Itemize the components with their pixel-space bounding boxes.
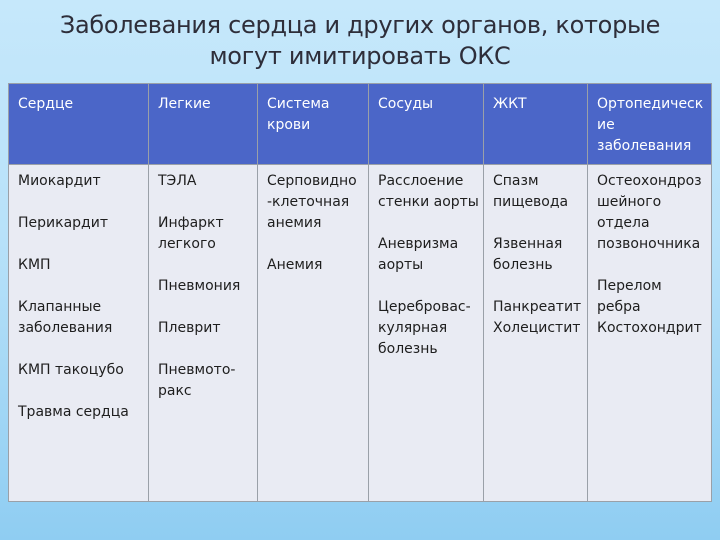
list-item: Перелом ребра xyxy=(597,278,662,315)
list-item: Пневмония xyxy=(158,278,241,294)
list-item: Перикардит xyxy=(18,215,108,231)
list-item: Остеохондроз шейного отдела позвоночника xyxy=(597,173,702,252)
list-item: Анемия xyxy=(267,257,323,273)
cell-orthopedic xyxy=(588,165,712,502)
header-blood-system: Система крови xyxy=(258,84,369,165)
list-item: Холецистит xyxy=(493,320,581,336)
header-heart: Сердце xyxy=(9,84,149,165)
slide-title-line-1: Заболевания сердца и других органов, которые xyxy=(59,11,661,39)
list-item: ТЭЛА xyxy=(158,173,197,189)
slide-title xyxy=(0,10,720,72)
list-item: КМП такоцубо xyxy=(18,362,124,378)
list-item: Костохондрит xyxy=(597,320,702,336)
cell-lungs xyxy=(149,165,258,502)
list-item: Панкреатит xyxy=(493,299,582,315)
list-item: Миокардит xyxy=(18,173,101,189)
header-vessels: Сосуды xyxy=(369,84,484,165)
list-item: Пневмото-ракс xyxy=(158,362,236,399)
list-item: Плеврит xyxy=(158,320,221,336)
list-item: Аневризма аорты xyxy=(378,236,459,273)
cell-heart xyxy=(9,165,149,502)
list-item: Язвенная болезнь xyxy=(493,236,563,273)
cell-gi-tract xyxy=(484,165,588,502)
list-item: Инфаркт легкого xyxy=(158,215,224,252)
header-orthopedic: Ортопедическ ие заболевания xyxy=(588,84,712,165)
table-header-row xyxy=(9,84,712,165)
cell-blood-system xyxy=(258,165,369,502)
list-item: Травма сердца xyxy=(18,404,129,420)
header-lungs: Легкие xyxy=(149,84,258,165)
list-item: Расслоение стенки аорты xyxy=(378,173,479,210)
slide-title-line-2: могут имитировать ОКС xyxy=(209,42,511,70)
cell-vessels xyxy=(369,165,484,502)
list-item: Серповидно -клеточная анемия xyxy=(267,173,357,231)
diseases-table xyxy=(8,83,712,502)
table-body-row xyxy=(9,165,712,502)
list-item: Клапанные заболевания xyxy=(18,299,113,336)
list-item: Спазм пищевода xyxy=(493,173,569,210)
list-item: Церебровас-кулярная болезнь xyxy=(378,299,471,357)
header-gi-tract: ЖКТ xyxy=(484,84,588,165)
list-item: КМП xyxy=(18,257,51,273)
